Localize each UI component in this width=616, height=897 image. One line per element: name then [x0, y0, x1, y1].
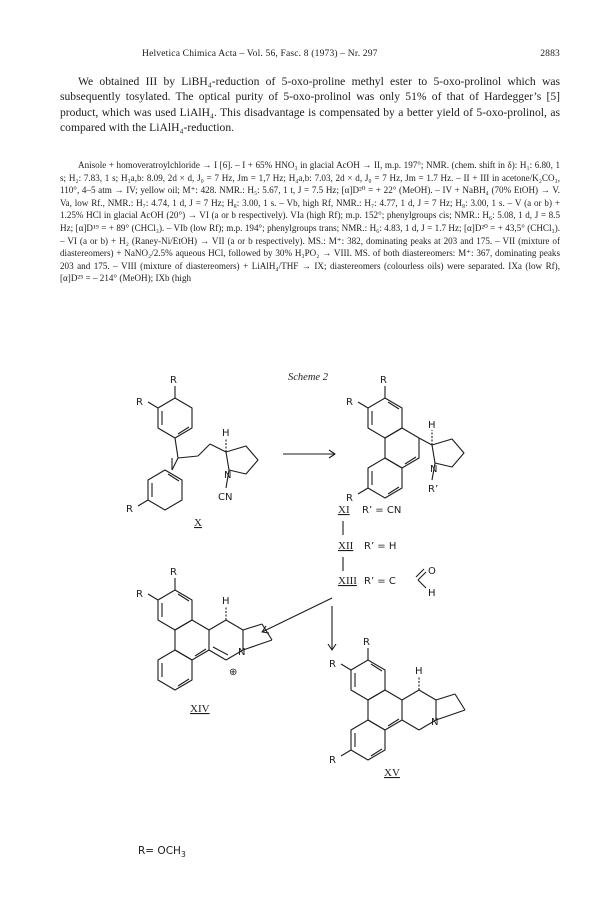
xiv-r-left: R: [136, 589, 143, 600]
xi-h: H: [428, 420, 436, 431]
compound-xi-structure: [358, 386, 464, 498]
x-cn: CN: [218, 492, 233, 503]
xv-r-left: R: [329, 659, 336, 670]
body-paragraph-text: We obtained III by LiBH₄-reduction of 5-oxo-proline methyl ester to 5-oxo-prolinol which was subsequently tosylated. The optical purity of 5-oxo-prolinol was only 51% of that of Hardegger’s [5] product, which was used LiAlH₄. This disadvantage is compensated by a better yield of 5-oxo-prolinol, as compared with the LiAlH₄-reduction.: [60, 75, 560, 135]
xiii-o: O: [428, 566, 436, 577]
label-xiv: XIV: [190, 703, 210, 715]
arrow-xiii-to-xiv: [262, 598, 332, 632]
compound-xiv-structure: [148, 578, 272, 690]
xiv-r-top: R: [170, 567, 177, 578]
xv-r-bottom: R: [329, 755, 336, 766]
r-group-definition: [138, 845, 186, 859]
x-r-top: R: [170, 375, 177, 386]
label-xii: XII: [338, 540, 354, 552]
xiv-charge: ⊕: [229, 667, 238, 678]
xiii-h: H: [428, 588, 436, 599]
experimental-text: Anisole + homoveratroylchloride → I [6]. – I + 65% HNO₃ in glacial AcOH → II, m.p. 197°; NMR. (chem. shift in δ): H₁: 6.80, 1 s; H₂: 7.83, 1 s; H₃a,b: 8.09, 2d × d, J₀ = 7 Hz, Jm = 1,7 Hz; H₄a,b: 7.03, 2d × d, J₀ = 7 Hz, Jm = 1.7 Hz. – II + III in acetone/K₂CO₃, 110°, 4–5 atm → IV; yellow oil; M⁺: 428. NMR.: H₅: 5.67, 1 t, J = 7.5 Hz; [α]D²⁰ = + 22° (MeOH). – IV + NaBH₄ (70% EtOH) → V. Va, low Rf., NMR.: H₇: 4.74, 1 d, J = 7 Hz; H₈: 3.00, 1 s. – Vb, high Rf, NMR.: H₇: 4.77, 1 d, J = 7 Hz; H₈: 3.00, 1 s. – V (a or b) + 1.25% HCl in glacial AcOH (20°) → VI (a or b respectively). VIa (high Rf); m.p. 152°; phenylgroups cis; NMR.: H₆: 5.08, 1 d, J = 8.5 Hz; [α]D¹⁹ = + 89° (CHCl₃). – VIb (low Rf); m.p. 194°; phenylgroups trans; NMR.: H₆: 4.83, 1 d, J = 1.7 Hz; [α]D²⁰ = + 43,5° (CHCl₃). – VI (a or b) + H₂ (Raney-Ni/EtOH) → VII (a or b respectively). MS.: M⁺: 382, dominating peaks at 203 and 175. – VII (mixture of diastereomers) + NaNO₂/2.5% aqueous HCl, followed by 30% H₃PO₂ → VIII. MS. of both diastereomers: M⁺: 367, dominating peaks 203 and 175. – VIII (mixture of diastereomers) + LiAlH₄/THF → IX; diastereomers (colourless oils) were separated. IXa (low Rf), [α]D²⁵ = – 214° (MeOH); IXb (high: [60, 160, 560, 284]
compound-x-structure: [138, 386, 258, 510]
label-xv: XV: [384, 767, 400, 779]
xi-n: N: [430, 464, 438, 475]
xv-n: N: [431, 717, 439, 728]
label-xi: XI: [338, 504, 350, 516]
xv-h: H: [415, 666, 423, 677]
xi-r-bottom: R: [346, 493, 353, 504]
x-r-left: R: [136, 397, 143, 408]
substituent-xiii: R’ = C: [364, 576, 396, 587]
xi-r-prime: R’: [428, 484, 439, 495]
label-x: X: [194, 517, 202, 529]
xiv-h: H: [222, 596, 230, 607]
xi-r-top: R: [380, 375, 387, 386]
x-h: H: [222, 428, 230, 439]
page-number: 2883: [540, 48, 560, 59]
substituent-xi: R’ = CN: [362, 505, 402, 516]
journal-title: Helvetica Chimica Acta – Vol. 56, Fasc. 8 (1973) – Nr. 297: [142, 48, 378, 59]
r-definition-text: R= OCH: [138, 845, 181, 857]
x-r-bottom: R: [126, 504, 133, 515]
scheme-title: Scheme 2: [288, 372, 328, 383]
r-definition-subscript: 3: [180, 850, 186, 860]
x-n: N: [224, 470, 232, 481]
xiv-n: N: [238, 647, 246, 658]
xv-r-top: R: [363, 637, 370, 648]
substituent-xii: R’ = H: [364, 541, 397, 552]
xi-r-left: R: [346, 397, 353, 408]
label-xiii: XIII: [338, 575, 357, 587]
compound-xv-structure: [341, 648, 465, 760]
